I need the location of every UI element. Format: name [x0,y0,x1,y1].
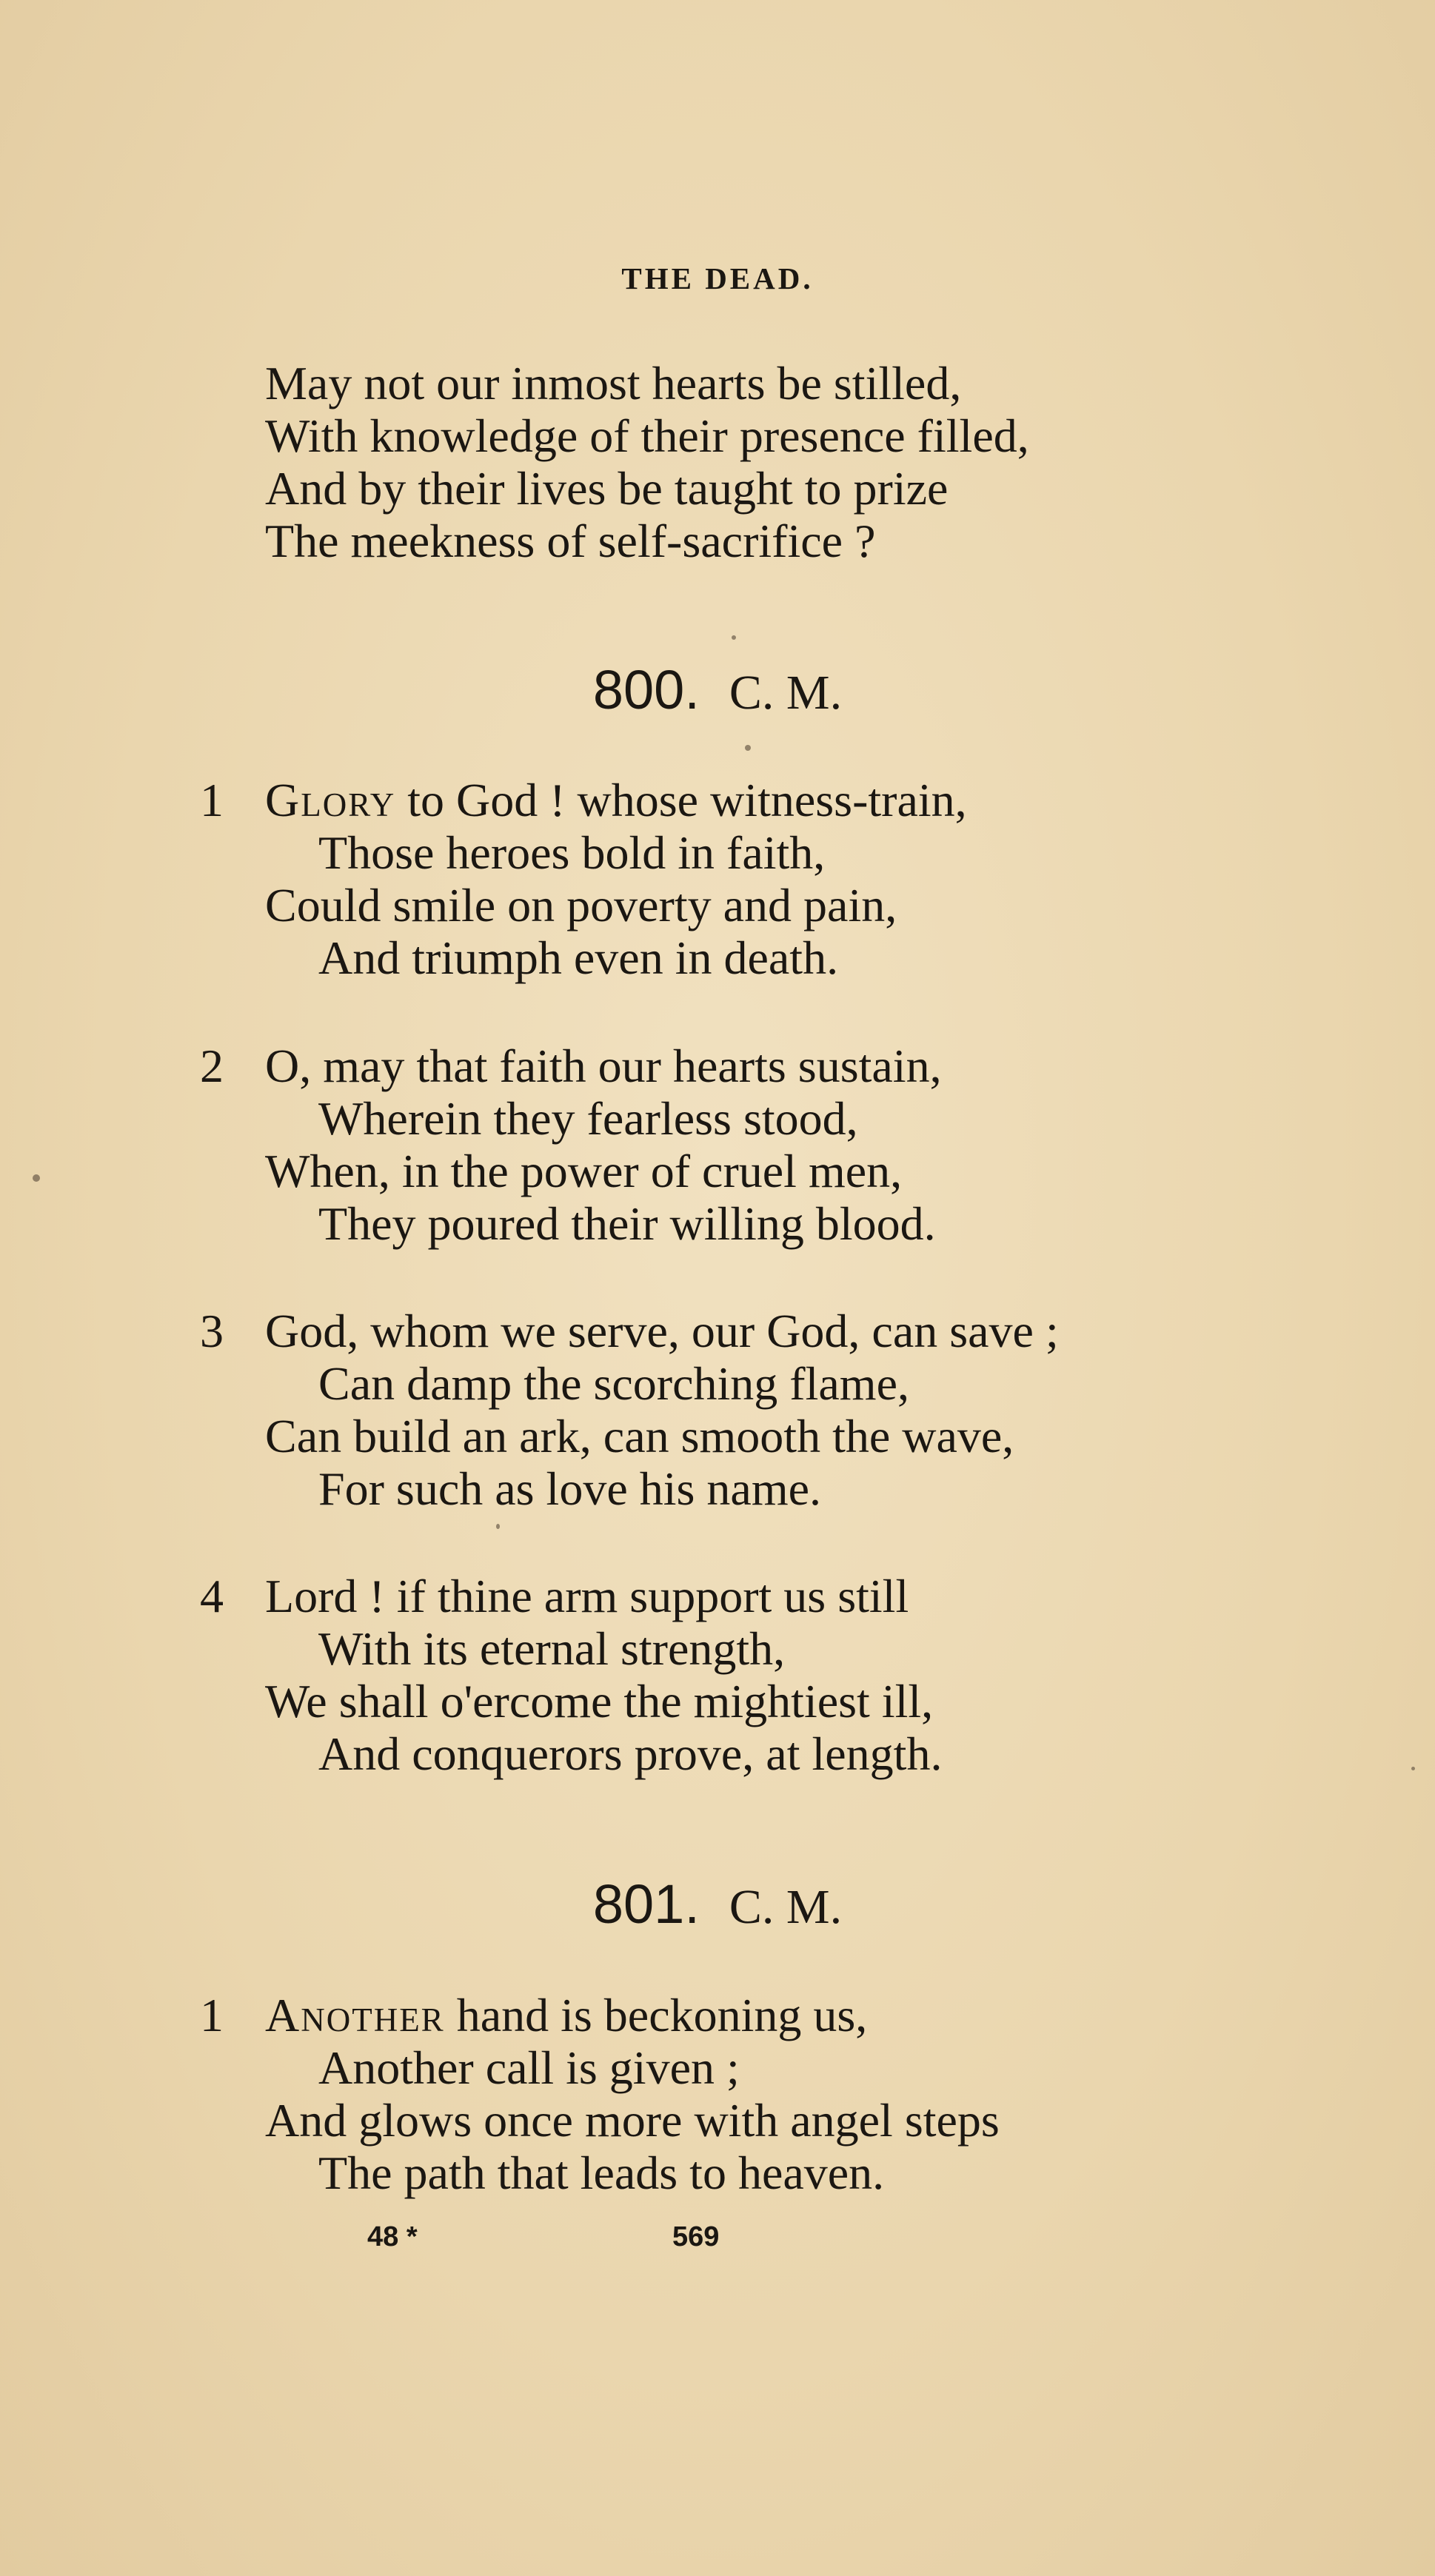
verse-line: And by their lives be taught to prize [265,462,949,515]
stanza-number: 3 [200,1305,224,1357]
paper-speck [33,1174,40,1182]
verse-line: And triumph even in death. [318,931,839,984]
verse-line: They poured their willing blood. [318,1197,936,1250]
verse-line [265,1989,867,2042]
verse-line: God, whom we serve, our God, can save ; [265,1305,1059,1357]
stanza-number: 1 [200,774,224,826]
paper-speck [745,745,751,751]
verse-line: And glows once more with angel steps [265,2094,1000,2147]
verse-line: When, in the power of cruel men, [265,1145,903,1197]
verse-line: Those heroes bold in faith, [318,826,826,879]
paper-speck [732,635,736,640]
hymn-number: 800. [592,659,700,720]
signature-mark: 48 * [367,2221,418,2252]
verse-line: May not our inmost hearts be stilled, [265,357,962,409]
verse-line: We shall o'ercome the mightiest ill, [265,1675,934,1727]
hymn-number: 801. [592,1873,700,1935]
stanza-number: 2 [200,1040,224,1092]
paper-speck [496,1524,500,1529]
hymn-heading-800 [0,656,1435,726]
verse-line: And conquerors prove, at length. [318,1727,943,1780]
first-word: Another [265,1989,445,2041]
verse-line: Could smile on poverty and pain, [265,879,897,931]
hymn-meter: C. M. [729,1880,843,1934]
verse-line: Can build an ark, can smooth the wave, [265,1410,1014,1462]
paper-speck [1411,1767,1415,1770]
hymn-meter: C. M. [729,666,843,720]
verse-line: Can damp the scorching flame, [318,1357,909,1410]
verse-line: O, may that faith our hearts sustain, [265,1040,942,1092]
verse-line: Wherein they fearless stood, [318,1092,858,1145]
stanza-number: 1 [200,1989,224,2041]
stanza-number: 4 [200,1570,224,1622]
verse-line: The path that leads to heaven. [318,2147,885,2199]
page-number: 569 [672,2221,720,2252]
verse-line: The meekness of self-sacrifice ? [265,515,876,567]
hymn-heading-801 [0,1870,1435,1941]
verse-line: For such as love his name. [318,1462,821,1515]
verse-line: With its eternal strength, [318,1622,786,1675]
verse-line: Lord ! if thine arm support us still [265,1570,909,1622]
verse-line [265,774,967,827]
verse-line-rest: to God ! whose witness-train, [395,774,967,826]
verse-line-rest: hand is beckoning us, [444,1989,868,2041]
verse-line: With knowledge of their presence filled, [265,409,1029,462]
running-head: THE DEAD. [621,261,814,295]
first-word: Glory [265,774,396,826]
verse-line: Another call is given ; [318,2041,740,2094]
